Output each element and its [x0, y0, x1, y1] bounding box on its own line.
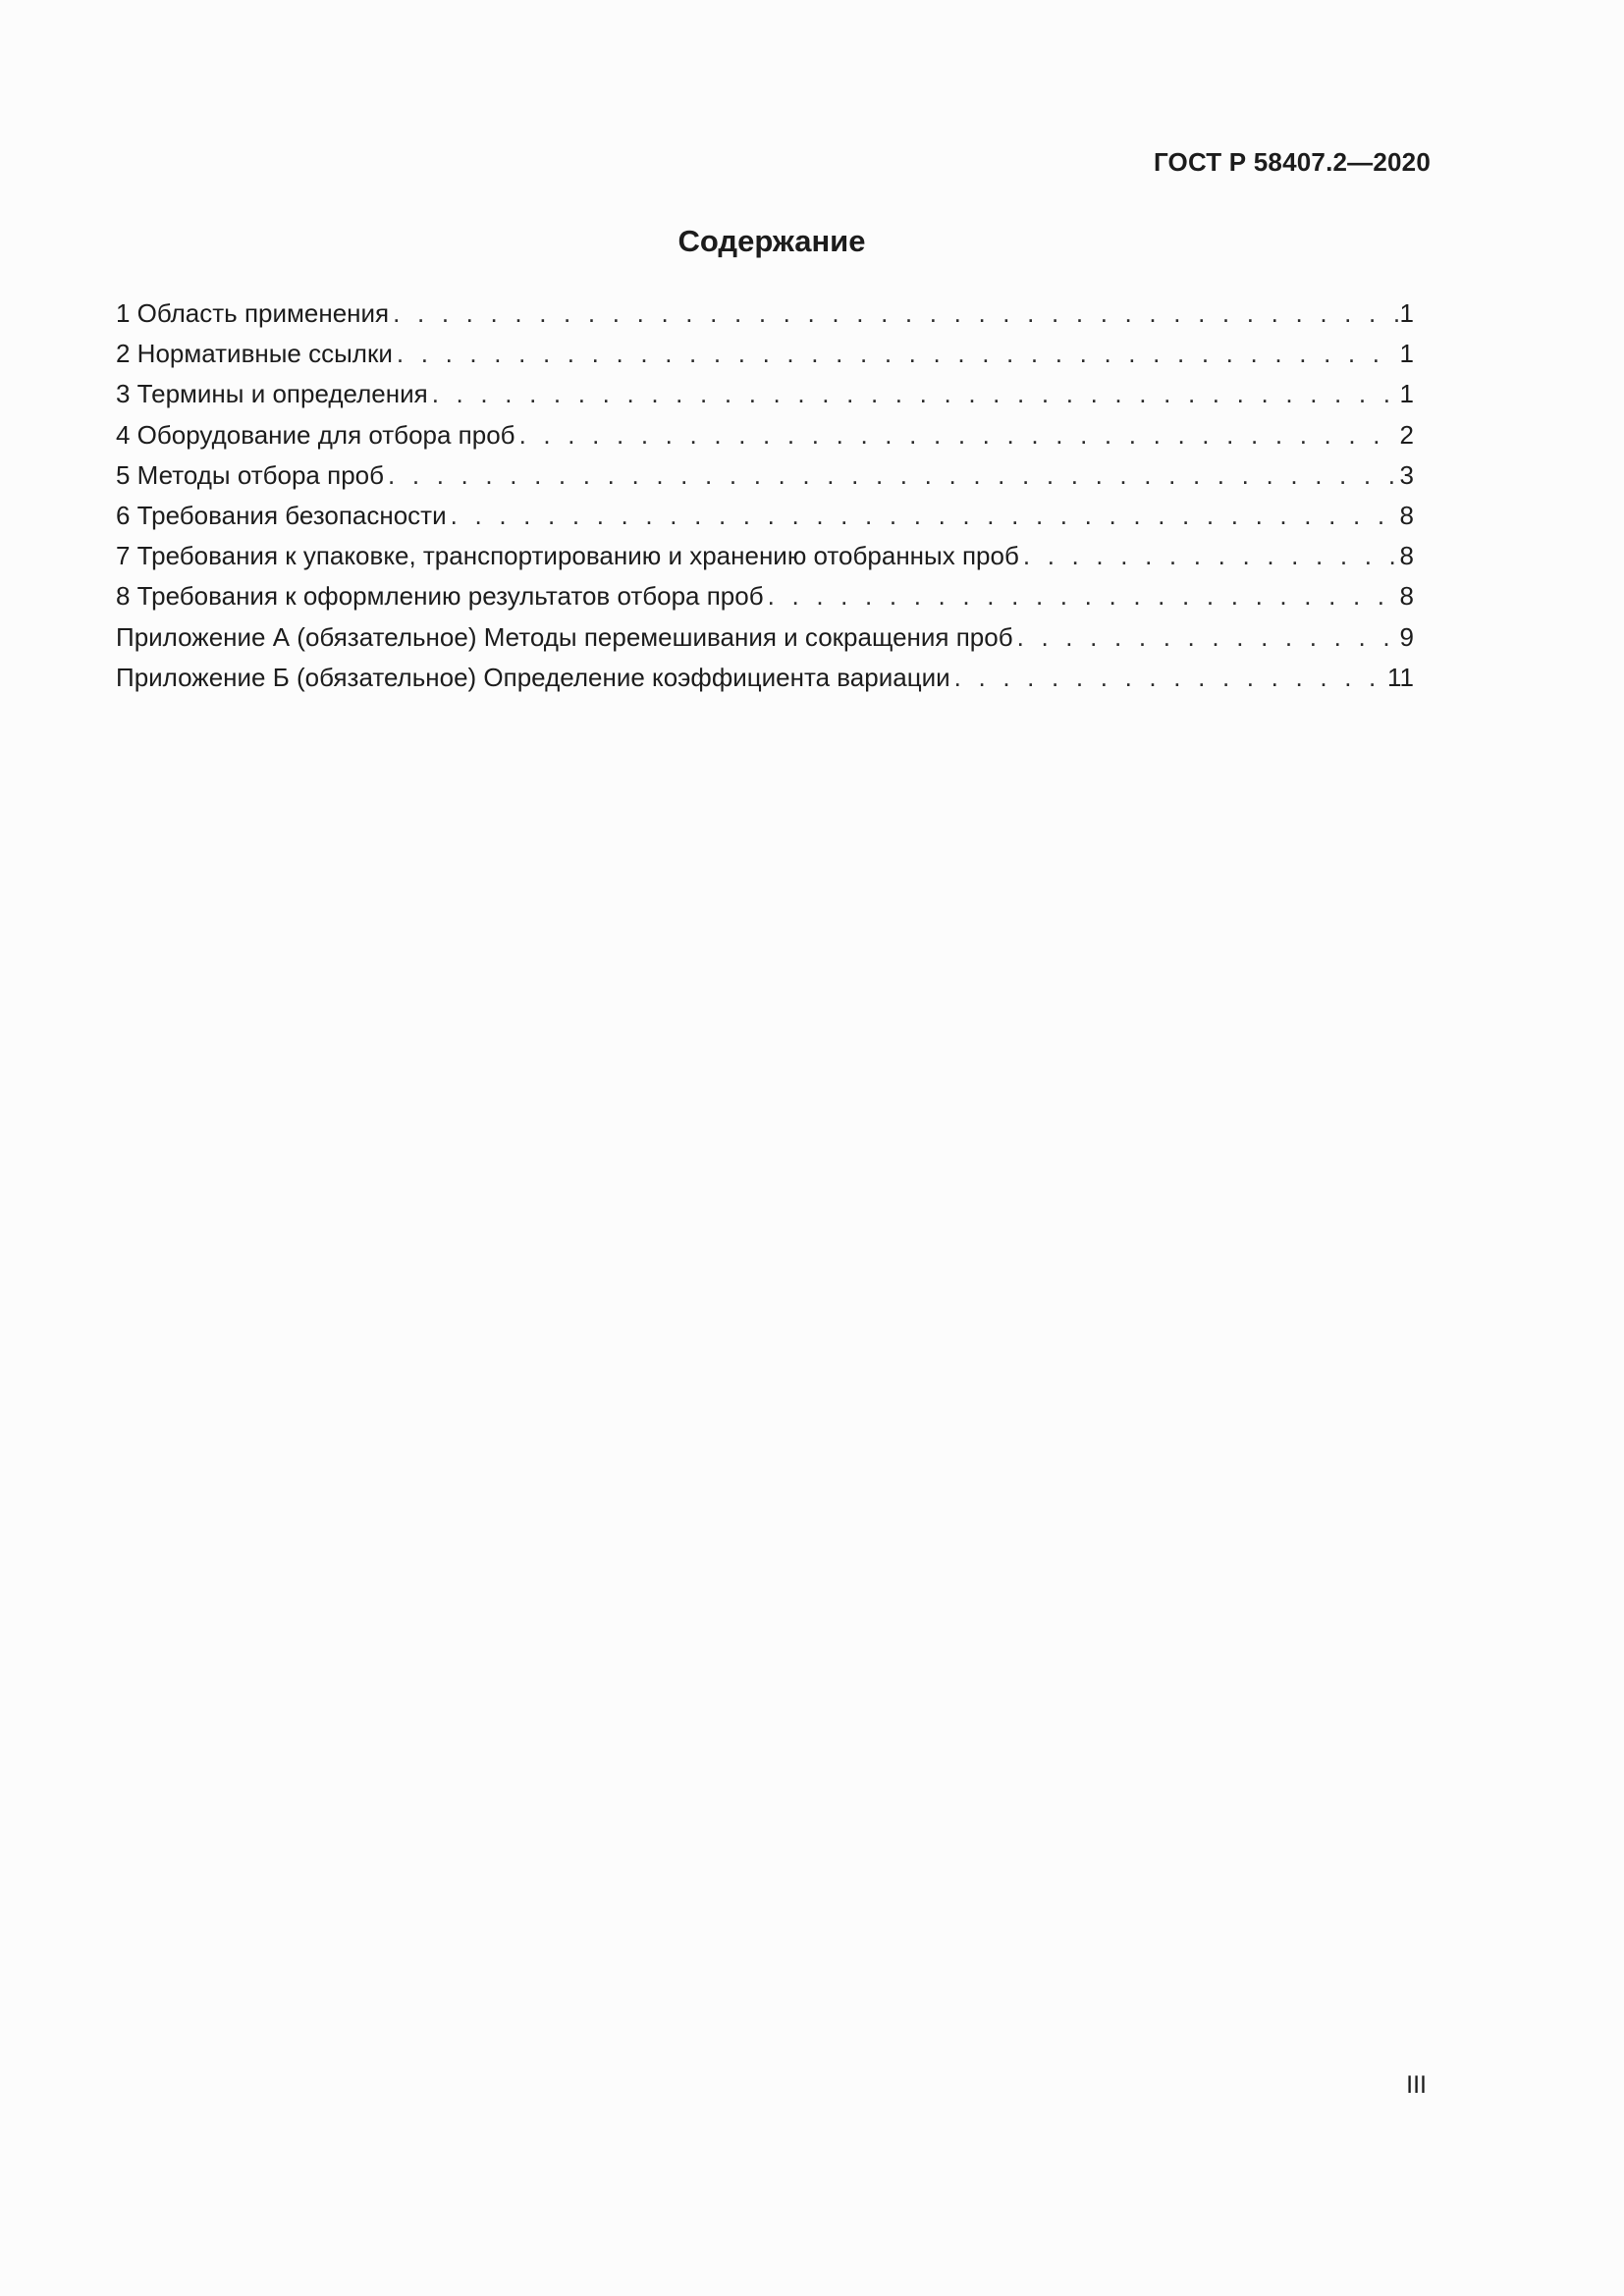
toc-entry[interactable] [116, 334, 1414, 374]
toc-entry-page: 2 [1399, 419, 1414, 450]
toc-entry-label: 5 Методы отбора проб [116, 459, 384, 490]
toc-leader-dots [388, 455, 1398, 496]
toc-entry-page: 1 [1399, 339, 1414, 369]
toc-entry[interactable] [116, 374, 1414, 414]
toc-leader-dots [393, 294, 1397, 334]
toc-leader-dots [432, 374, 1398, 414]
page-number: III [1406, 2071, 1427, 2099]
toc-entry-label: 2 Нормативные ссылки [116, 339, 393, 369]
toc-entry-label: 4 Оборудование для отбора проб [116, 419, 515, 450]
toc-entry-label: 1 Область применения [116, 298, 390, 328]
toc-entry-page: 1 [1399, 298, 1414, 328]
toc-entry-page: 8 [1399, 541, 1414, 571]
toc-entry-page: 11 [1387, 662, 1414, 692]
toc-entry[interactable] [116, 658, 1414, 698]
toc-entry-page: 1 [1399, 379, 1414, 409]
toc-leader-dots [519, 415, 1398, 455]
document-code: ГОСТ Р 58407.2—2020 [1153, 147, 1431, 177]
toc-entry-label: 3 Термины и определения [116, 379, 428, 409]
toc-leader-dots [397, 334, 1398, 374]
toc-entry[interactable] [116, 294, 1414, 334]
toc-leader-dots [451, 496, 1398, 536]
toc-leader-dots [1017, 617, 1398, 658]
toc-entry-page: 3 [1399, 459, 1414, 490]
toc-entry[interactable] [116, 455, 1414, 496]
toc-entry-label: 7 Требования к упаковке, транспортированию и хранению отобранных проб [116, 541, 1019, 571]
toc-entry-page: 8 [1399, 500, 1414, 530]
toc-entry-label: 8 Требования к оформлению результатов отбора проб [116, 581, 764, 612]
toc-entry-page: 8 [1399, 581, 1414, 612]
toc-entry[interactable] [116, 536, 1414, 576]
toc-entry[interactable] [116, 617, 1414, 658]
toc-leader-dots [954, 658, 1385, 698]
toc-leader-dots [1023, 536, 1398, 576]
toc-entry-page: 9 [1399, 621, 1414, 652]
toc-entry[interactable] [116, 496, 1414, 536]
toc-entry-label: 6 Требования безопасности [116, 500, 447, 530]
toc-list [116, 294, 1414, 698]
toc-title: Содержание [677, 224, 866, 258]
toc-entry[interactable] [116, 415, 1414, 455]
toc-entry[interactable] [116, 576, 1414, 616]
toc-entry-label: Приложение А (обязательное) Методы перемешивания и сокращения проб [116, 621, 1013, 652]
toc-leader-dots [768, 576, 1398, 616]
toc-entry-label: Приложение Б (обязательное) Определение коэффициента вариации [116, 662, 950, 692]
